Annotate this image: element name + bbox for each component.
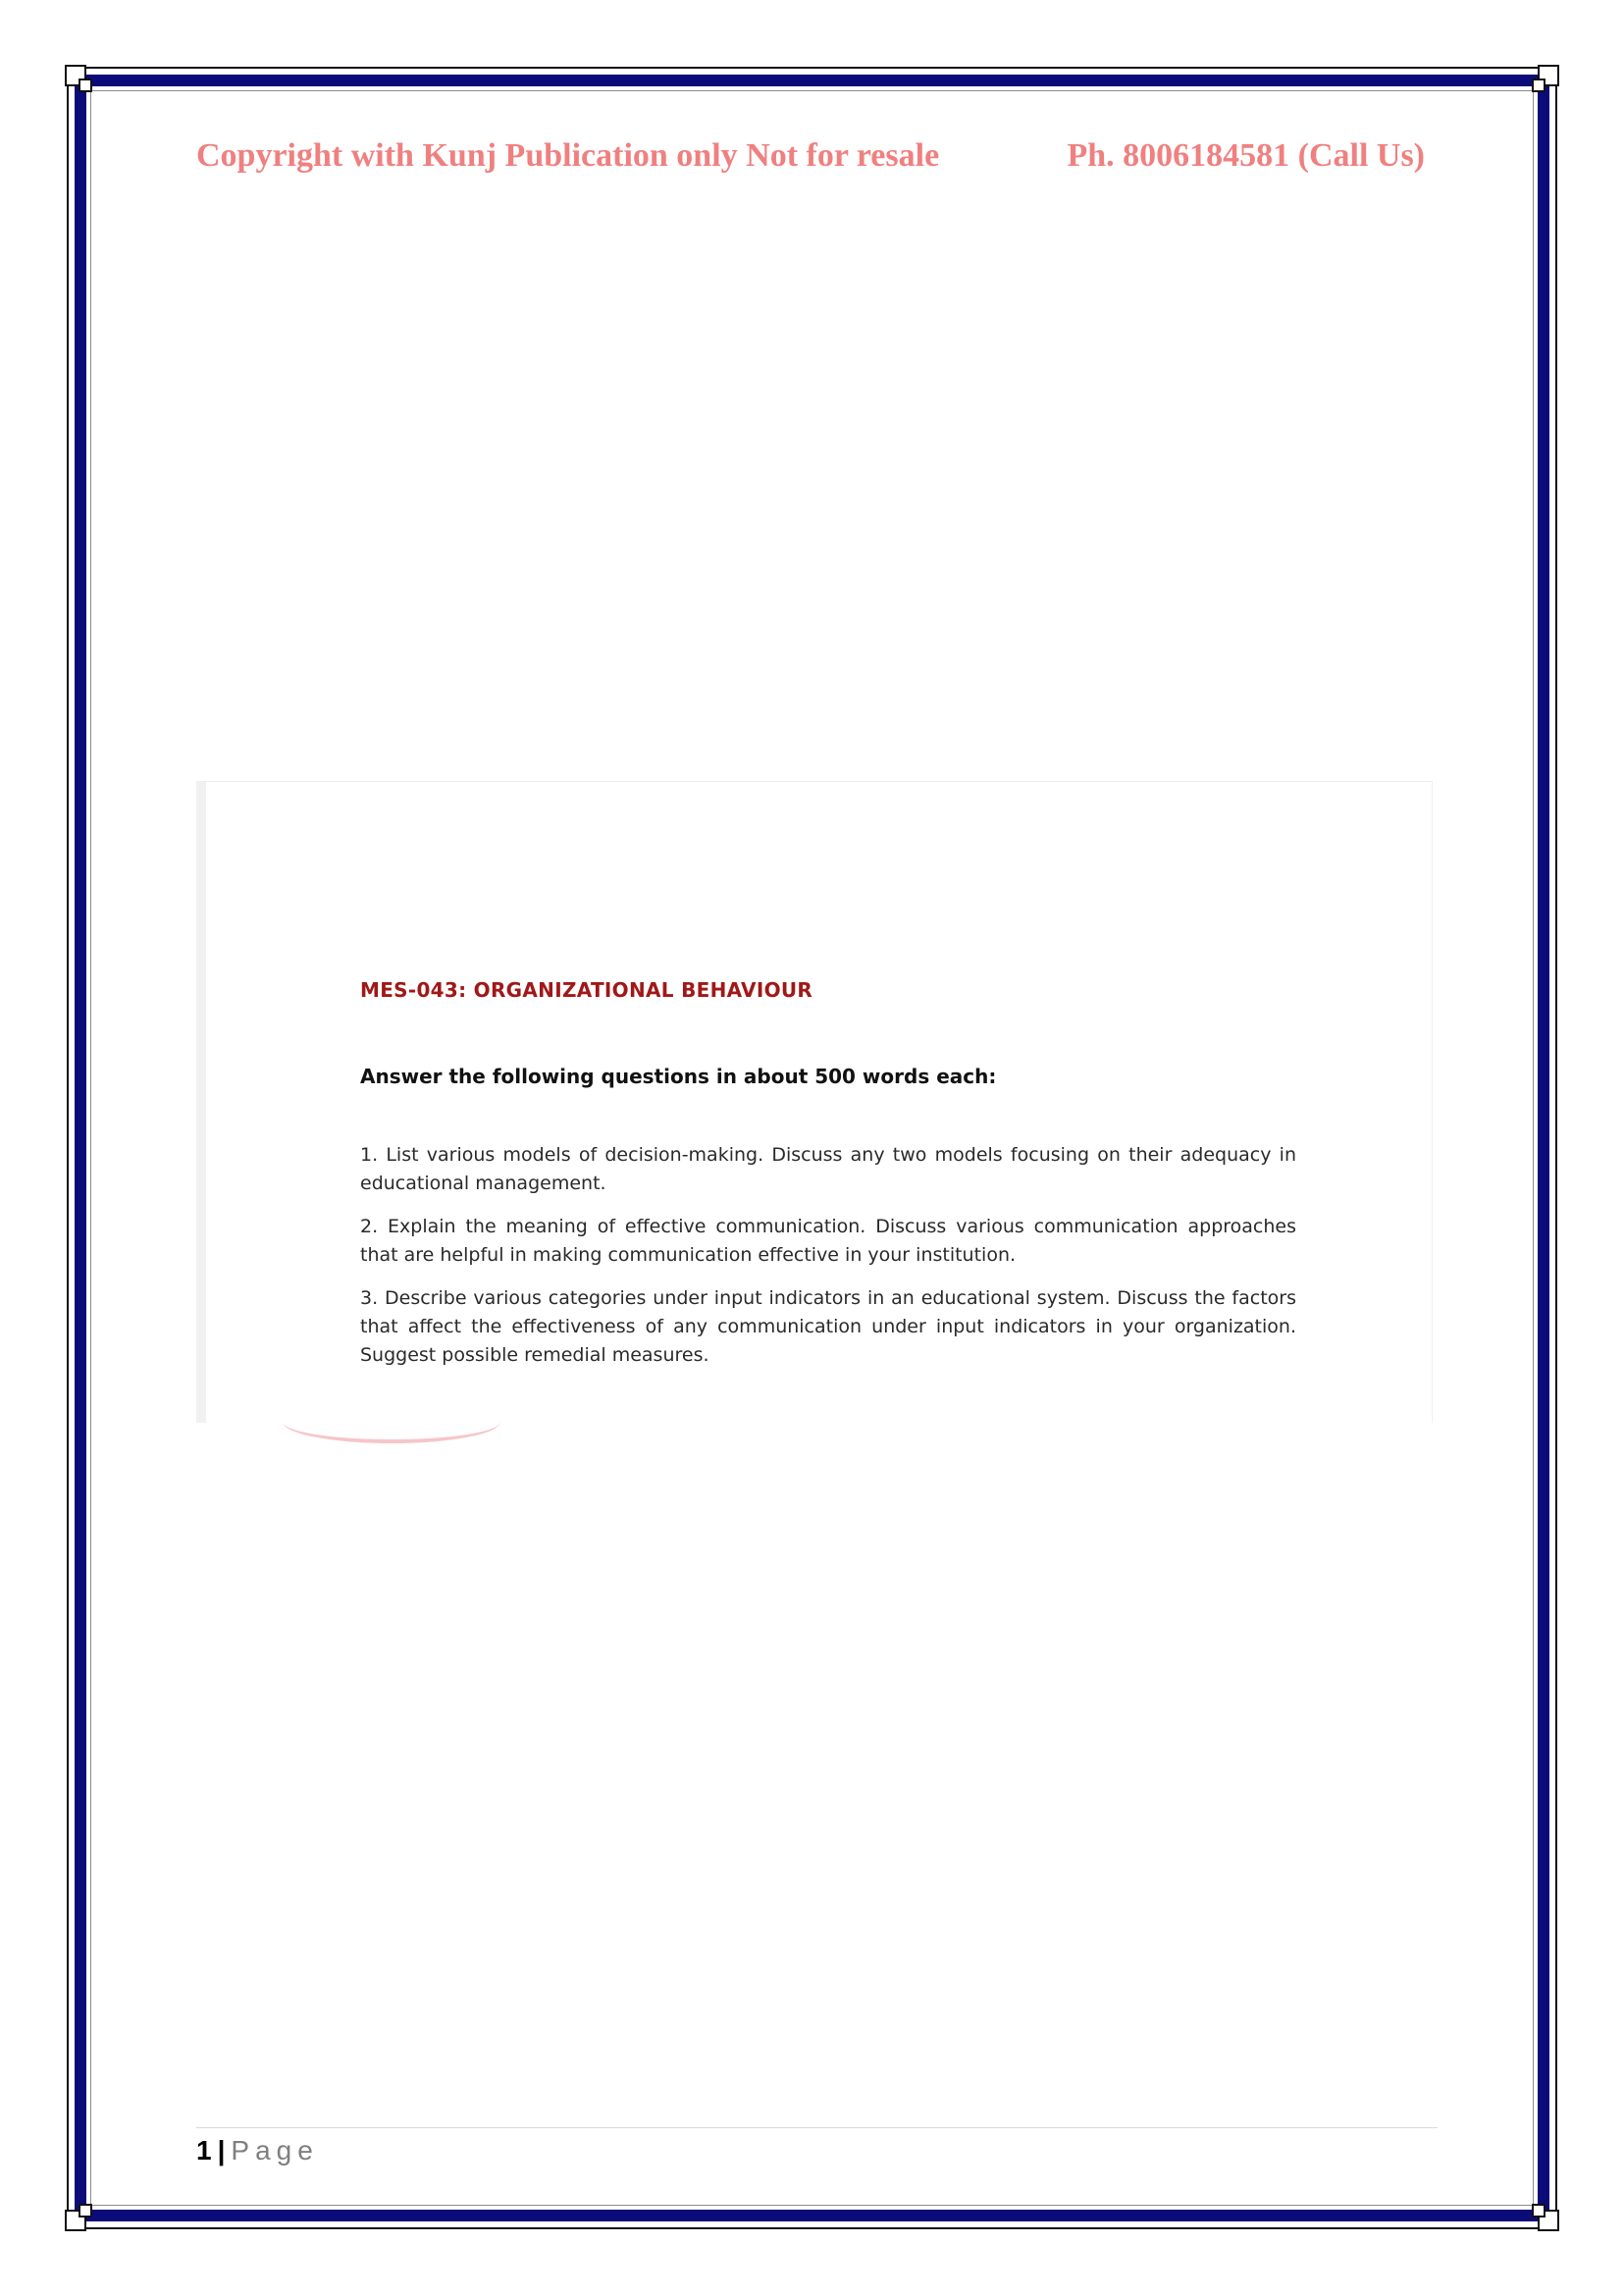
page-footer — [196, 2135, 319, 2166]
contact-phone: Ph. 8006184581 (Call Us) — [1067, 137, 1425, 174]
border-corner-bottom-right — [1524, 2196, 1559, 2231]
answer-instruction: Answer the following questions in about 500 words each: — [360, 1065, 997, 1088]
question-item: 2. Explain the meaning of effective communication. Discuss various communication approaches that are helpful in making communication effective in your institution. — [360, 1216, 1296, 1266]
page-label: Page — [231, 2135, 319, 2166]
border-corner-bottom-left — [65, 2196, 100, 2231]
course-title: MES-043: ORGANIZATIONAL BEHAVIOUR — [360, 978, 813, 1002]
scanned-question-card — [196, 781, 1433, 1423]
footer-divider — [196, 2127, 1438, 2128]
question-item: 3. Describe various categories under input indicators in an educational system. Discuss the factors that affect the effectiveness of any communication under input indicators in your organization. Suggest possible remedial measures. — [360, 1287, 1296, 1366]
page-separator: | — [217, 2135, 226, 2166]
border-corner-top-left — [65, 65, 100, 100]
question-item: 1. List various models of decision-making. Discuss any two models focusing on their adequacy in educational management. — [360, 1144, 1296, 1194]
border-corner-top-right — [1524, 65, 1559, 100]
copyright-notice: Copyright with Kunj Publication only Not for resale — [196, 137, 940, 174]
question-paper-content — [360, 978, 1296, 1384]
question-list — [360, 1141, 1296, 1370]
page-header — [196, 137, 1433, 183]
page-number: 1 — [196, 2135, 212, 2166]
